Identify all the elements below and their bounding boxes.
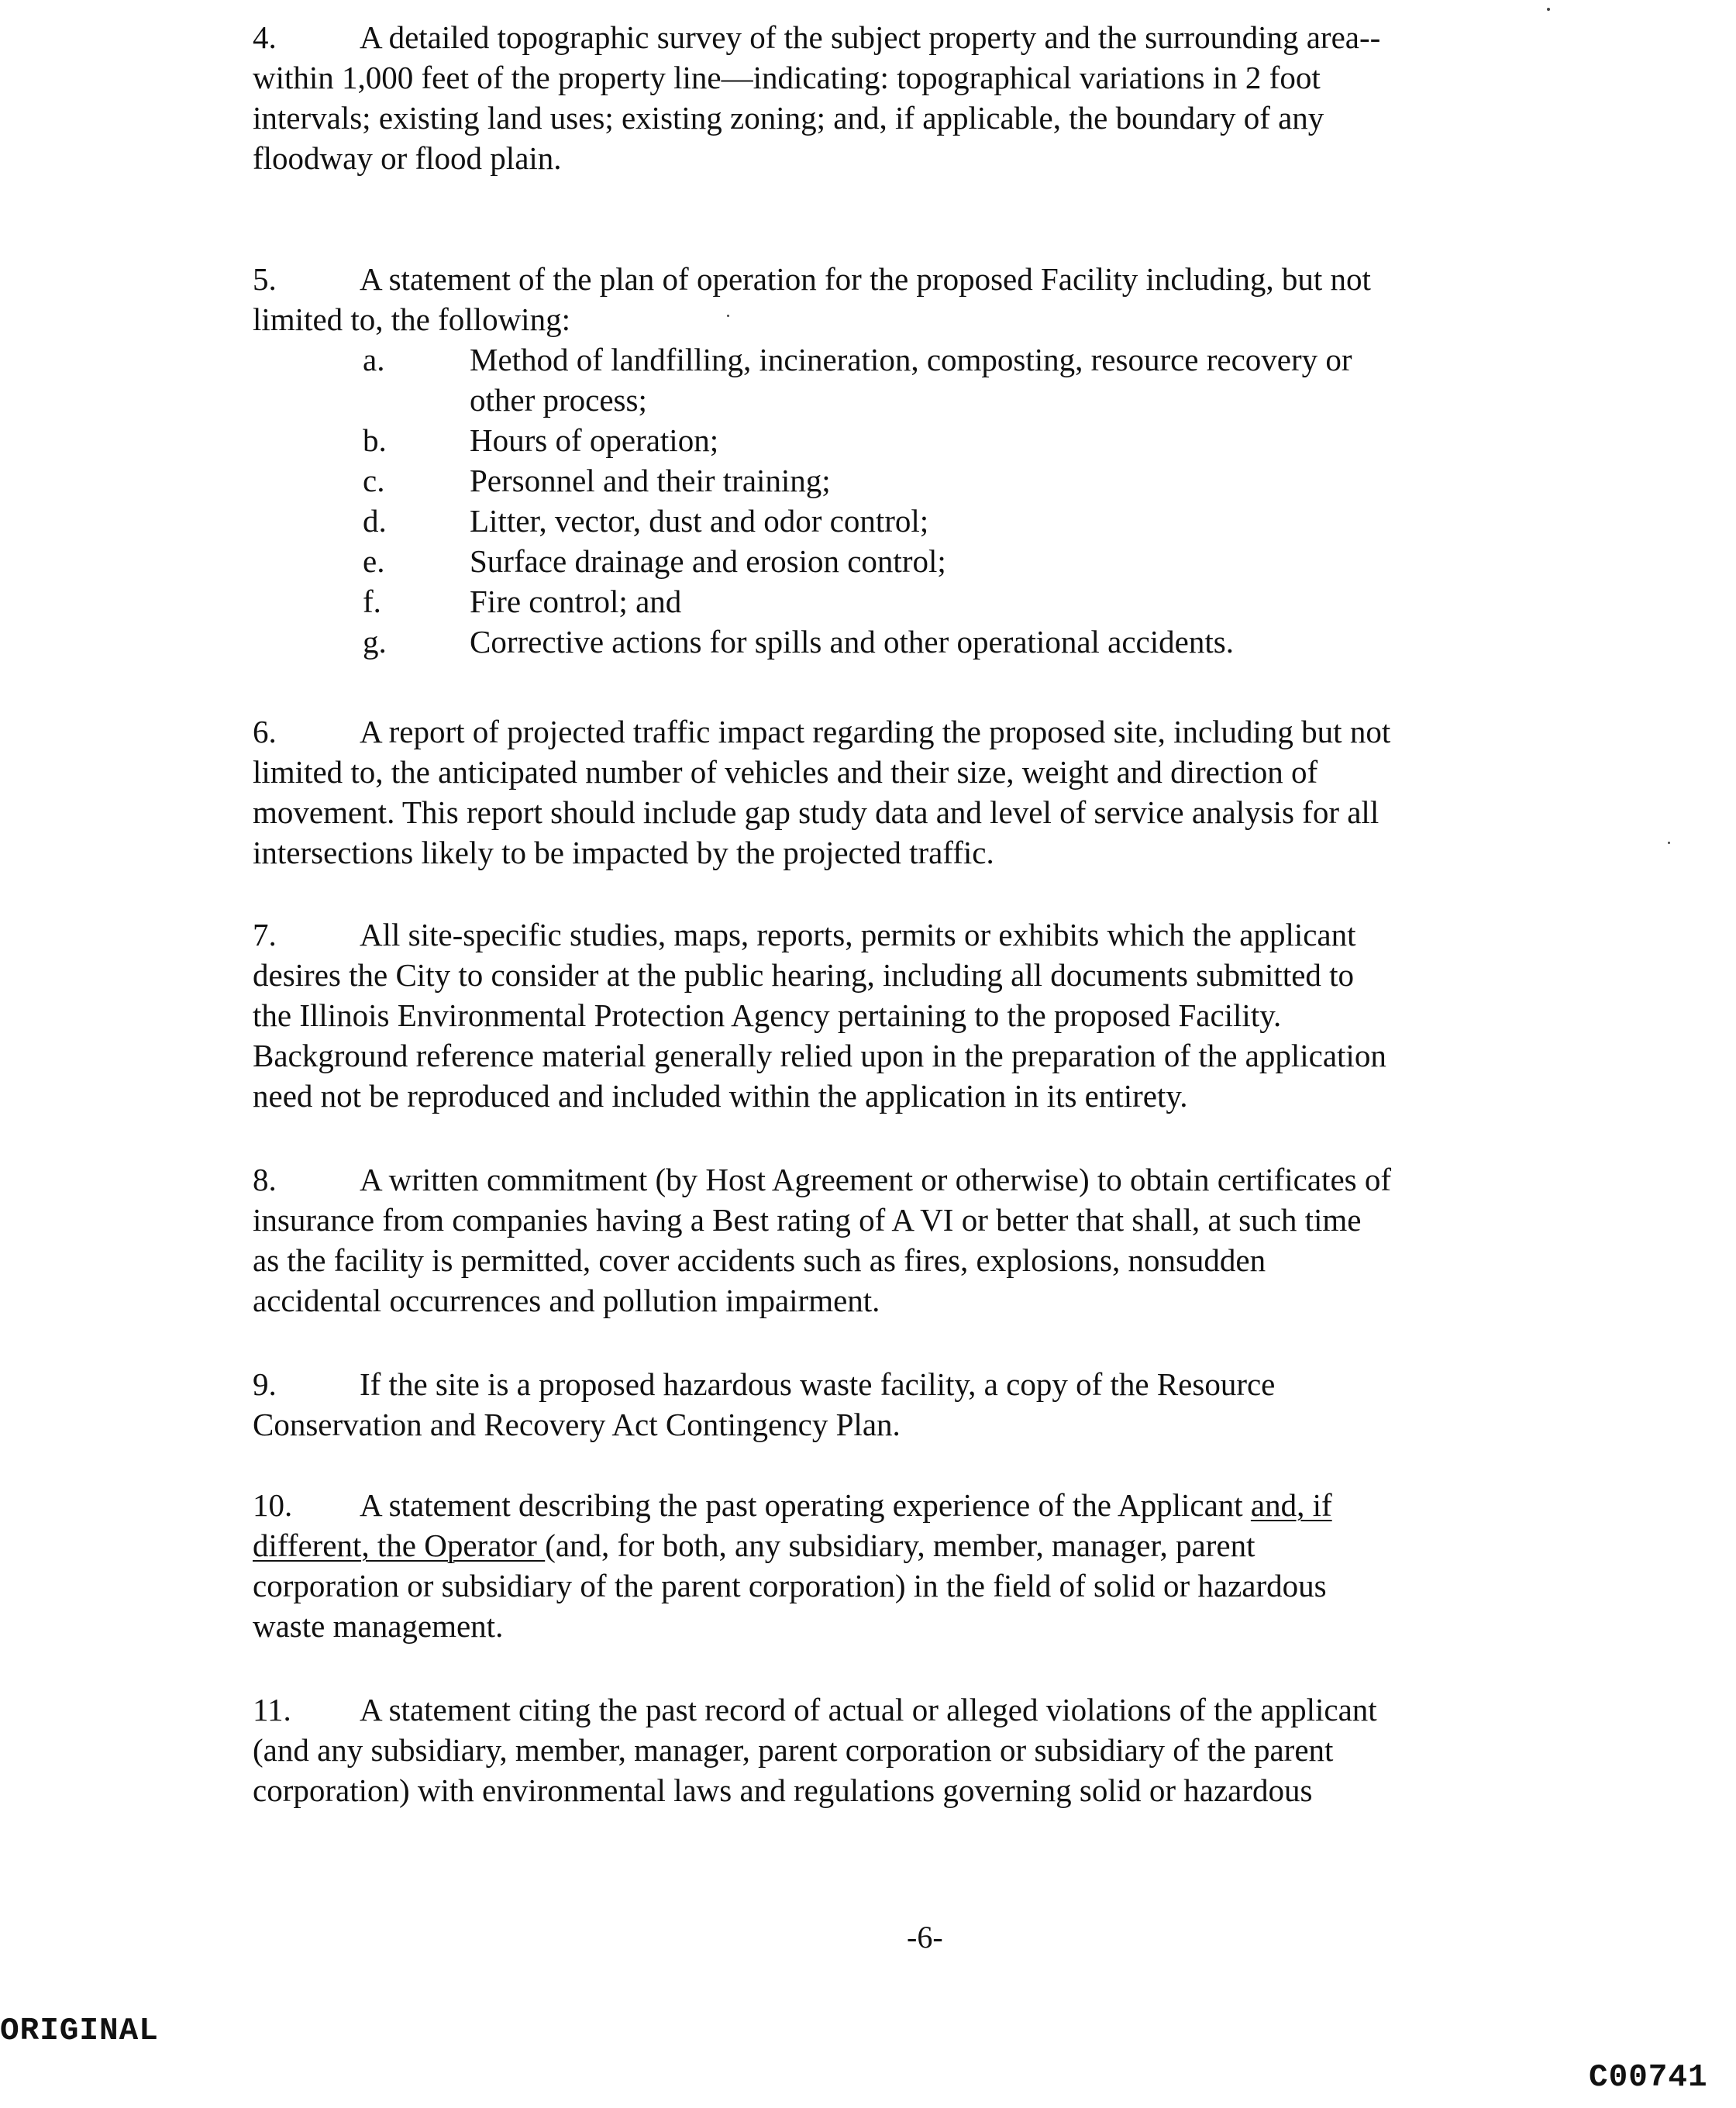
- item-line: 10. A statement describing the past operating experience of the Applicant and, if: [253, 1485, 1539, 1525]
- subitem-letter: b.: [363, 422, 387, 458]
- item-line: waste management.: [253, 1608, 504, 1644]
- subitem-text: Litter, vector, dust and odor control;: [470, 503, 929, 539]
- original-stamp: ORIGINAL: [0, 2013, 159, 2049]
- subitem-b: [253, 420, 1539, 460]
- item-line: the Illinois Environmental Protection Agency pertaining to the proposed Facility.: [253, 997, 1282, 1033]
- scan-speck: [727, 315, 729, 317]
- item-line: 5. A statement of the plan of operation for the proposed Facility including, but not: [253, 259, 1539, 299]
- item-line: 7. All site-specific studies, maps, reports, permits or exhibits which the applicant: [253, 914, 1539, 955]
- item-9: [253, 1364, 1539, 1445]
- subitem-text: Method of landfilling, incineration, composting, resource recovery or: [470, 342, 1352, 377]
- subitem-text: Corrective actions for spills and other operational accidents.: [470, 624, 1234, 660]
- subitem-text: Personnel and their training;: [470, 463, 831, 498]
- document-id: C00741: [1589, 2060, 1708, 2096]
- subitem-a: [253, 339, 1539, 420]
- item-number: 7.: [253, 917, 277, 952]
- item-line: accidental occurrences and pollution impairment.: [253, 1283, 880, 1318]
- item-line: 8. A written commitment (by Host Agreement or otherwise) to obtain certificates of: [253, 1159, 1539, 1200]
- item-line: 4. A detailed topographic survey of the subject property and the surrounding area--: [253, 17, 1539, 57]
- underlined-text: different, the Operator: [253, 1528, 546, 1563]
- scan-speck: [1668, 842, 1670, 844]
- item-number: 5.: [253, 261, 277, 297]
- item-line: limited to, the anticipated number of vehicles and their size, weight and direction of: [253, 754, 1318, 790]
- item-11: [253, 1690, 1539, 1810]
- subitem-g: [253, 622, 1539, 662]
- item-number: 6.: [253, 714, 277, 749]
- item-line: intervals; existing land uses; existing zoning; and, if applicable, the boundary of any: [253, 100, 1324, 136]
- item-line: 9. If the site is a proposed hazardous waste facility, a copy of the Resource: [253, 1364, 1539, 1404]
- subitem-text: Hours of operation;: [470, 422, 719, 458]
- page-number: -6-: [907, 1920, 943, 1955]
- item-line: floodway or flood plain.: [253, 140, 562, 176]
- subitem-text: Fire control; and: [470, 584, 682, 619]
- item-line: movement. This report should include gap study data and level of service analysis for all: [253, 794, 1380, 830]
- subitem-letter: c.: [363, 463, 385, 498]
- item-10: [253, 1485, 1539, 1646]
- subitem-text: Surface drainage and erosion control;: [470, 543, 946, 579]
- item-4: [253, 17, 1539, 178]
- item-line: insurance from companies having a Best rating of A VI or better that shall, at such time: [253, 1202, 1362, 1238]
- item-number: 10.: [253, 1487, 293, 1523]
- scan-speck: [1547, 8, 1550, 11]
- subitem-letter: e.: [363, 543, 385, 579]
- item-line: intersections likely to be impacted by the projected traffic.: [253, 835, 994, 870]
- item-line: Background reference material generally relied upon in the preparation of the application: [253, 1038, 1386, 1073]
- subitem-letter: f.: [363, 584, 381, 619]
- item-number: 8.: [253, 1162, 277, 1197]
- subitem-letter: a.: [363, 342, 385, 377]
- subitem-c: [253, 460, 1539, 501]
- item-line: 11. A statement citing the past record of actual or alleged violations of the applicant: [253, 1690, 1539, 1730]
- item-line: different, the Operator (and, for both, any subsidiary, member, manager, parent: [253, 1528, 1256, 1563]
- item-line: corporation) with environmental laws and regulations governing solid or hazardous: [253, 1772, 1313, 1808]
- subitem-text: other process;: [470, 382, 647, 418]
- subitem-e: [253, 541, 1539, 581]
- item-line: need not be reproduced and included within the application in its entirety.: [253, 1078, 1188, 1114]
- item-line: Conservation and Recovery Act Contingency Plan.: [253, 1407, 901, 1442]
- item-line: (and any subsidiary, member, manager, parent corporation or subsidiary of the parent: [253, 1732, 1334, 1768]
- item-line: 6. A report of projected traffic impact regarding the proposed site, including but not: [253, 711, 1539, 752]
- subitem-letter: g.: [363, 624, 387, 660]
- item-5: [253, 259, 1539, 662]
- item-7: [253, 914, 1539, 1116]
- item-number: 4.: [253, 19, 277, 55]
- underlined-text: and, if: [1250, 1487, 1332, 1523]
- item-line: limited to, the following:: [253, 301, 570, 337]
- item-line: corporation or subsidiary of the parent corporation) in the field of solid or hazardous: [253, 1568, 1327, 1603]
- subitem-letter: d.: [363, 503, 387, 539]
- item-line: as the facility is permitted, cover accidents such as fires, explosions, nonsudden: [253, 1242, 1266, 1278]
- subitem-f: [253, 581, 1539, 622]
- item-6: [253, 711, 1539, 873]
- item-8: [253, 1159, 1539, 1321]
- subitem-d: [253, 501, 1539, 541]
- item-line: within 1,000 feet of the property line—indicating: topographical variations in 2 foot: [253, 60, 1321, 95]
- item-number: 11.: [253, 1692, 291, 1727]
- item-number: 9.: [253, 1366, 277, 1402]
- item-line: desires the City to consider at the public hearing, including all documents submitted to: [253, 957, 1355, 993]
